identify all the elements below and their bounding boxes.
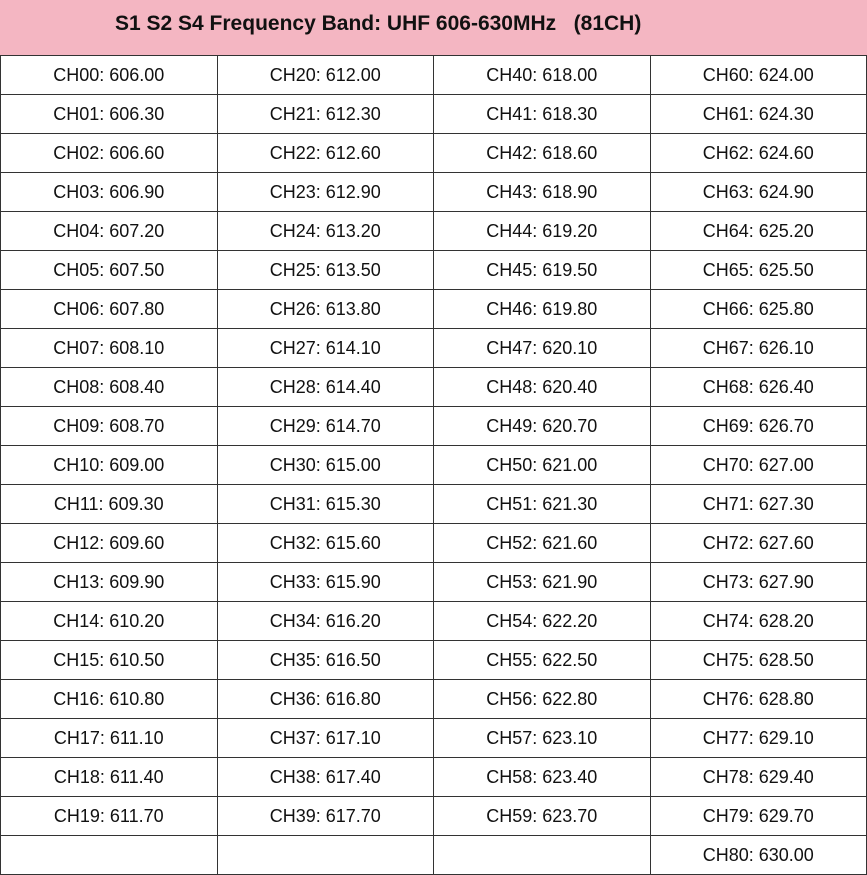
table-row bbox=[1, 56, 867, 95]
channel-cell: CH58: 623.40 bbox=[434, 758, 651, 797]
channel-cell: CH21: 612.30 bbox=[217, 95, 434, 134]
channel-cell: CH68: 626.40 bbox=[650, 368, 867, 407]
channel-cell: CH79: 629.70 bbox=[650, 797, 867, 836]
channel-cell: CH13: 609.90 bbox=[1, 563, 218, 602]
channel-cell: CH11: 609.30 bbox=[1, 485, 218, 524]
channel-cell bbox=[1, 836, 218, 875]
channel-cell: CH43: 618.90 bbox=[434, 173, 651, 212]
channel-cell: CH74: 628.20 bbox=[650, 602, 867, 641]
table-row bbox=[1, 680, 867, 719]
table-row bbox=[1, 563, 867, 602]
table-header bbox=[0, 0, 867, 56]
channel-cell: CH27: 614.10 bbox=[217, 329, 434, 368]
table-row bbox=[1, 797, 867, 836]
channel-cell: CH35: 616.50 bbox=[217, 641, 434, 680]
channel-cell: CH51: 621.30 bbox=[434, 485, 651, 524]
channel-cell: CH40: 618.00 bbox=[434, 56, 651, 95]
channel-cell: CH00: 606.00 bbox=[1, 56, 218, 95]
channel-cell: CH44: 619.20 bbox=[434, 212, 651, 251]
channel-cell: CH09: 608.70 bbox=[1, 407, 218, 446]
channel-cell: CH65: 625.50 bbox=[650, 251, 867, 290]
channel-cell: CH24: 613.20 bbox=[217, 212, 434, 251]
table-row bbox=[1, 758, 867, 797]
channel-cell: CH76: 628.80 bbox=[650, 680, 867, 719]
table-row bbox=[1, 134, 867, 173]
table-row bbox=[1, 212, 867, 251]
channel-cell: CH28: 614.40 bbox=[217, 368, 434, 407]
channel-cell: CH25: 613.50 bbox=[217, 251, 434, 290]
channel-cell: CH80: 630.00 bbox=[650, 836, 867, 875]
channel-cell: CH78: 629.40 bbox=[650, 758, 867, 797]
channel-cell: CH03: 606.90 bbox=[1, 173, 218, 212]
channel-cell: CH46: 619.80 bbox=[434, 290, 651, 329]
table-row bbox=[1, 446, 867, 485]
channel-cell: CH77: 629.10 bbox=[650, 719, 867, 758]
channel-cell: CH49: 620.70 bbox=[434, 407, 651, 446]
channel-cell: CH02: 606.60 bbox=[1, 134, 218, 173]
channel-cell: CH36: 616.80 bbox=[217, 680, 434, 719]
table-row bbox=[1, 329, 867, 368]
channel-cell: CH62: 624.60 bbox=[650, 134, 867, 173]
channel-cell: CH69: 626.70 bbox=[650, 407, 867, 446]
table-row bbox=[1, 602, 867, 641]
channel-cell: CH55: 622.50 bbox=[434, 641, 651, 680]
channel-cell: CH07: 608.10 bbox=[1, 329, 218, 368]
channel-cell: CH59: 623.70 bbox=[434, 797, 651, 836]
table-row bbox=[1, 719, 867, 758]
channel-cell: CH54: 622.20 bbox=[434, 602, 651, 641]
channel-cell: CH10: 609.00 bbox=[1, 446, 218, 485]
table-title: S1 S2 S4 Frequency Band: UHF 606-630MHz (81CH) bbox=[115, 12, 642, 35]
channel-cell: CH41: 618.30 bbox=[434, 95, 651, 134]
channel-cell: CH63: 624.90 bbox=[650, 173, 867, 212]
table-row bbox=[1, 368, 867, 407]
channel-cell: CH17: 611.10 bbox=[1, 719, 218, 758]
channel-cell: CH42: 618.60 bbox=[434, 134, 651, 173]
channel-cell: CH32: 615.60 bbox=[217, 524, 434, 563]
channel-cell: CH60: 624.00 bbox=[650, 56, 867, 95]
channel-cell: CH31: 615.30 bbox=[217, 485, 434, 524]
channel-cell: CH75: 628.50 bbox=[650, 641, 867, 680]
channel-cell: CH38: 617.40 bbox=[217, 758, 434, 797]
channel-cell: CH64: 625.20 bbox=[650, 212, 867, 251]
channel-cell: CH34: 616.20 bbox=[217, 602, 434, 641]
channel-cell: CH18: 611.40 bbox=[1, 758, 218, 797]
channel-cell: CH06: 607.80 bbox=[1, 290, 218, 329]
channel-cell: CH50: 621.00 bbox=[434, 446, 651, 485]
channel-cell: CH45: 619.50 bbox=[434, 251, 651, 290]
channel-cell: CH30: 615.00 bbox=[217, 446, 434, 485]
channel-cell: CH52: 621.60 bbox=[434, 524, 651, 563]
channel-cell: CH33: 615.90 bbox=[217, 563, 434, 602]
channel-cell: CH37: 617.10 bbox=[217, 719, 434, 758]
table-row bbox=[1, 173, 867, 212]
channel-table bbox=[0, 56, 867, 875]
channel-cell: CH57: 623.10 bbox=[434, 719, 651, 758]
table-row bbox=[1, 407, 867, 446]
channel-cell: CH72: 627.60 bbox=[650, 524, 867, 563]
channel-cell: CH12: 609.60 bbox=[1, 524, 218, 563]
channel-cell: CH01: 606.30 bbox=[1, 95, 218, 134]
channel-cell: CH47: 620.10 bbox=[434, 329, 651, 368]
channel-cell: CH48: 620.40 bbox=[434, 368, 651, 407]
channel-cell: CH71: 627.30 bbox=[650, 485, 867, 524]
table-row bbox=[1, 290, 867, 329]
table-row bbox=[1, 251, 867, 290]
channel-cell bbox=[217, 836, 434, 875]
table-row bbox=[1, 524, 867, 563]
channel-cell: CH23: 612.90 bbox=[217, 173, 434, 212]
channel-cell: CH66: 625.80 bbox=[650, 290, 867, 329]
channel-cell: CH22: 612.60 bbox=[217, 134, 434, 173]
channel-cell: CH70: 627.00 bbox=[650, 446, 867, 485]
channel-cell: CH56: 622.80 bbox=[434, 680, 651, 719]
channel-cell: CH53: 621.90 bbox=[434, 563, 651, 602]
channel-cell: CH14: 610.20 bbox=[1, 602, 218, 641]
channel-cell: CH08: 608.40 bbox=[1, 368, 218, 407]
channel-cell: CH19: 611.70 bbox=[1, 797, 218, 836]
channel-cell bbox=[434, 836, 651, 875]
channel-cell: CH26: 613.80 bbox=[217, 290, 434, 329]
table-row bbox=[1, 836, 867, 875]
channel-cell: CH15: 610.50 bbox=[1, 641, 218, 680]
table-row bbox=[1, 485, 867, 524]
channel-cell: CH20: 612.00 bbox=[217, 56, 434, 95]
channel-cell: CH16: 610.80 bbox=[1, 680, 218, 719]
channel-cell: CH67: 626.10 bbox=[650, 329, 867, 368]
channel-cell: CH61: 624.30 bbox=[650, 95, 867, 134]
channel-cell: CH29: 614.70 bbox=[217, 407, 434, 446]
channel-cell: CH05: 607.50 bbox=[1, 251, 218, 290]
table-row bbox=[1, 95, 867, 134]
channel-cell: CH39: 617.70 bbox=[217, 797, 434, 836]
table-row bbox=[1, 641, 867, 680]
channel-cell: CH04: 607.20 bbox=[1, 212, 218, 251]
channel-cell: CH73: 627.90 bbox=[650, 563, 867, 602]
